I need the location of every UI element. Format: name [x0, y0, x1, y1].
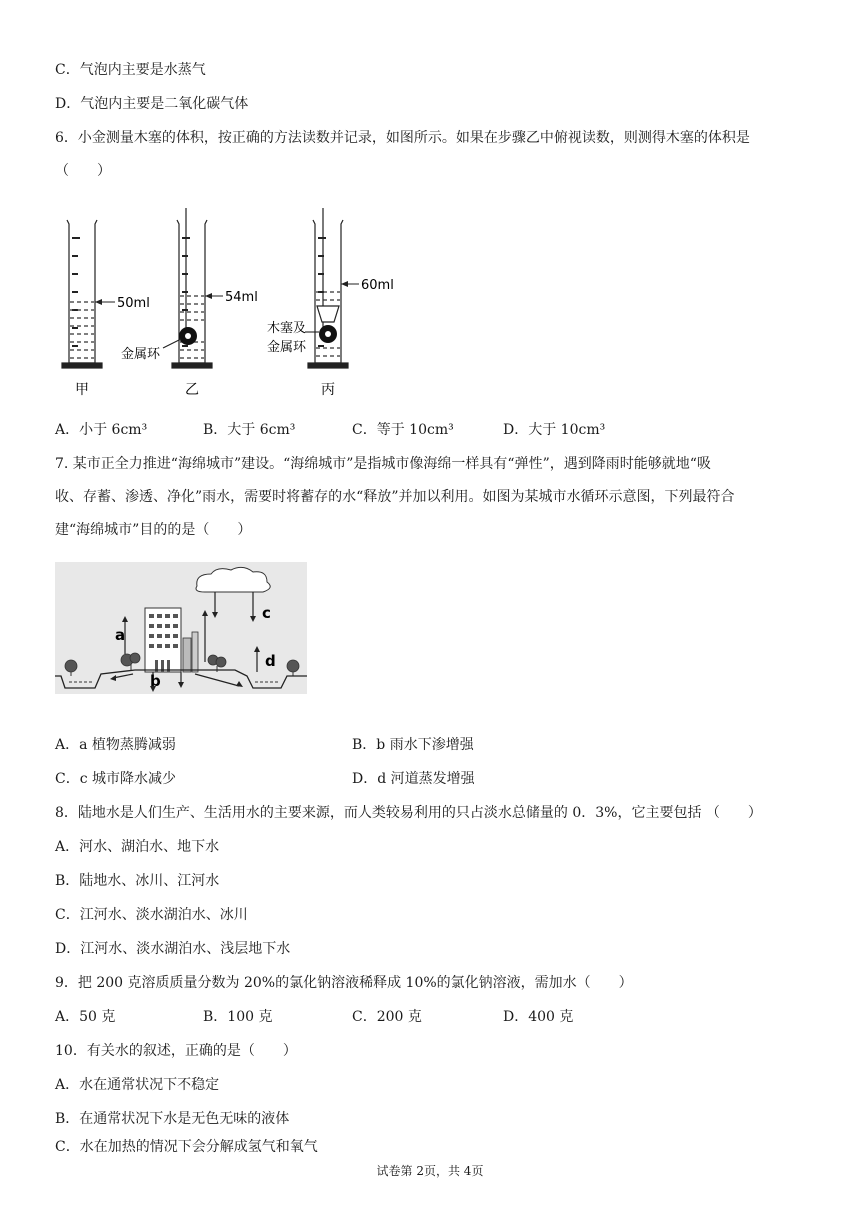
- yi-reading: 54ml: [225, 290, 258, 305]
- q10-option-b: B．在通常状况下水是无色无味的液体: [55, 1111, 290, 1127]
- label-d: d: [265, 652, 276, 670]
- q6-option-a: A．小于 6cm³: [55, 422, 148, 438]
- label-a: a: [115, 626, 126, 644]
- ring-label: 金属环: [121, 347, 161, 362]
- label-b: b: [150, 672, 161, 690]
- cork-ring-label-1: 木塞及: [267, 321, 307, 336]
- q10-option-a: A．水在通常状况下不稳定: [55, 1077, 220, 1093]
- q7-option-b: B．b 雨水下渗增强: [352, 737, 474, 753]
- q5-option-c: C．气泡内主要是水蒸气: [55, 62, 206, 78]
- jia-reading: 50ml: [117, 296, 150, 311]
- q9-option-a: A．50 克: [55, 1009, 116, 1025]
- q8-option-a: A．河水、湖泊水、地下水: [55, 839, 220, 855]
- cork-ring-label-2: 金属环: [267, 340, 307, 355]
- q7-option-d: D．d 河道蒸发增强: [352, 771, 475, 787]
- q7-stem-line1: 7. 某市正全力推进“海绵城市”建设。“海绵城市”是指城市像海绵一样具有“弹性”，遇到降雨时能够就地“吸: [55, 456, 711, 472]
- q8-option-b: B．陆地水、冰川、江河水: [55, 873, 220, 889]
- q8-option-c: C．江河水、淡水湖泊水、冰川: [55, 907, 248, 923]
- q9-stem: 9．把 200 克溶质质量分数为 20%的氯化钠溶液稀释成 10%的氯化钠溶液，需加水（ ）: [55, 975, 633, 991]
- q6-option-d: D．大于 10cm³: [503, 422, 606, 438]
- q10-stem: 10．有关水的叙述，正确的是（ ）: [55, 1043, 297, 1059]
- q6-cylinder-figure: [55, 198, 415, 403]
- q6-stem-line1: 6．小金测量木塞的体积，按正确的方法读数并记录，如图所示。如果在步骤乙中俯视读数，则测得木塞的体积是: [55, 130, 750, 146]
- yi-label: 乙: [185, 382, 199, 398]
- bing-label: 丙: [321, 382, 335, 398]
- q6-option-c: C．等于 10cm³: [352, 422, 454, 438]
- bing-reading: 60ml: [361, 278, 394, 293]
- q7-water-cycle-figure: [55, 562, 307, 694]
- q9-option-b: B．100 克: [203, 1009, 273, 1025]
- q7-option-c: C．c 城市降水减少: [55, 771, 177, 787]
- q9-option-c: C．200 克: [352, 1009, 422, 1025]
- jia-label: 甲: [75, 382, 89, 398]
- q6-option-b: B．大于 6cm³: [203, 422, 296, 438]
- page-footer: 试卷第 2页，共 4页: [376, 1164, 484, 1178]
- q7-stem-line2: 收、存蓄、渗透、净化”雨水，需要时将蓄存的水“释放”并加以利用。如图为某城市水循环示意图，下列最符合: [55, 489, 735, 505]
- q7-stem-line3: 建“海绵城市”目的的是（ ）: [55, 522, 252, 538]
- q9-option-d: D．400 克: [503, 1009, 574, 1025]
- q10-option-c: C．水在加热的情况下会分解成氢气和氧气: [55, 1139, 318, 1155]
- label-c: c: [262, 604, 271, 622]
- q8-stem: 8．陆地水是人们生产、生活用水的主要来源，而人类较易利用的只占淡水总储量的 0．3%，它主要包括 （ ）: [55, 805, 762, 821]
- q5-option-d: D．气泡内主要是二氧化碳气体: [55, 96, 249, 112]
- q7-option-a: A．a 植物蒸腾减弱: [55, 737, 176, 753]
- q8-option-d: D．江河水、淡水湖泊水、浅层地下水: [55, 941, 291, 957]
- q6-stem-line2: （ ）: [55, 163, 111, 179]
